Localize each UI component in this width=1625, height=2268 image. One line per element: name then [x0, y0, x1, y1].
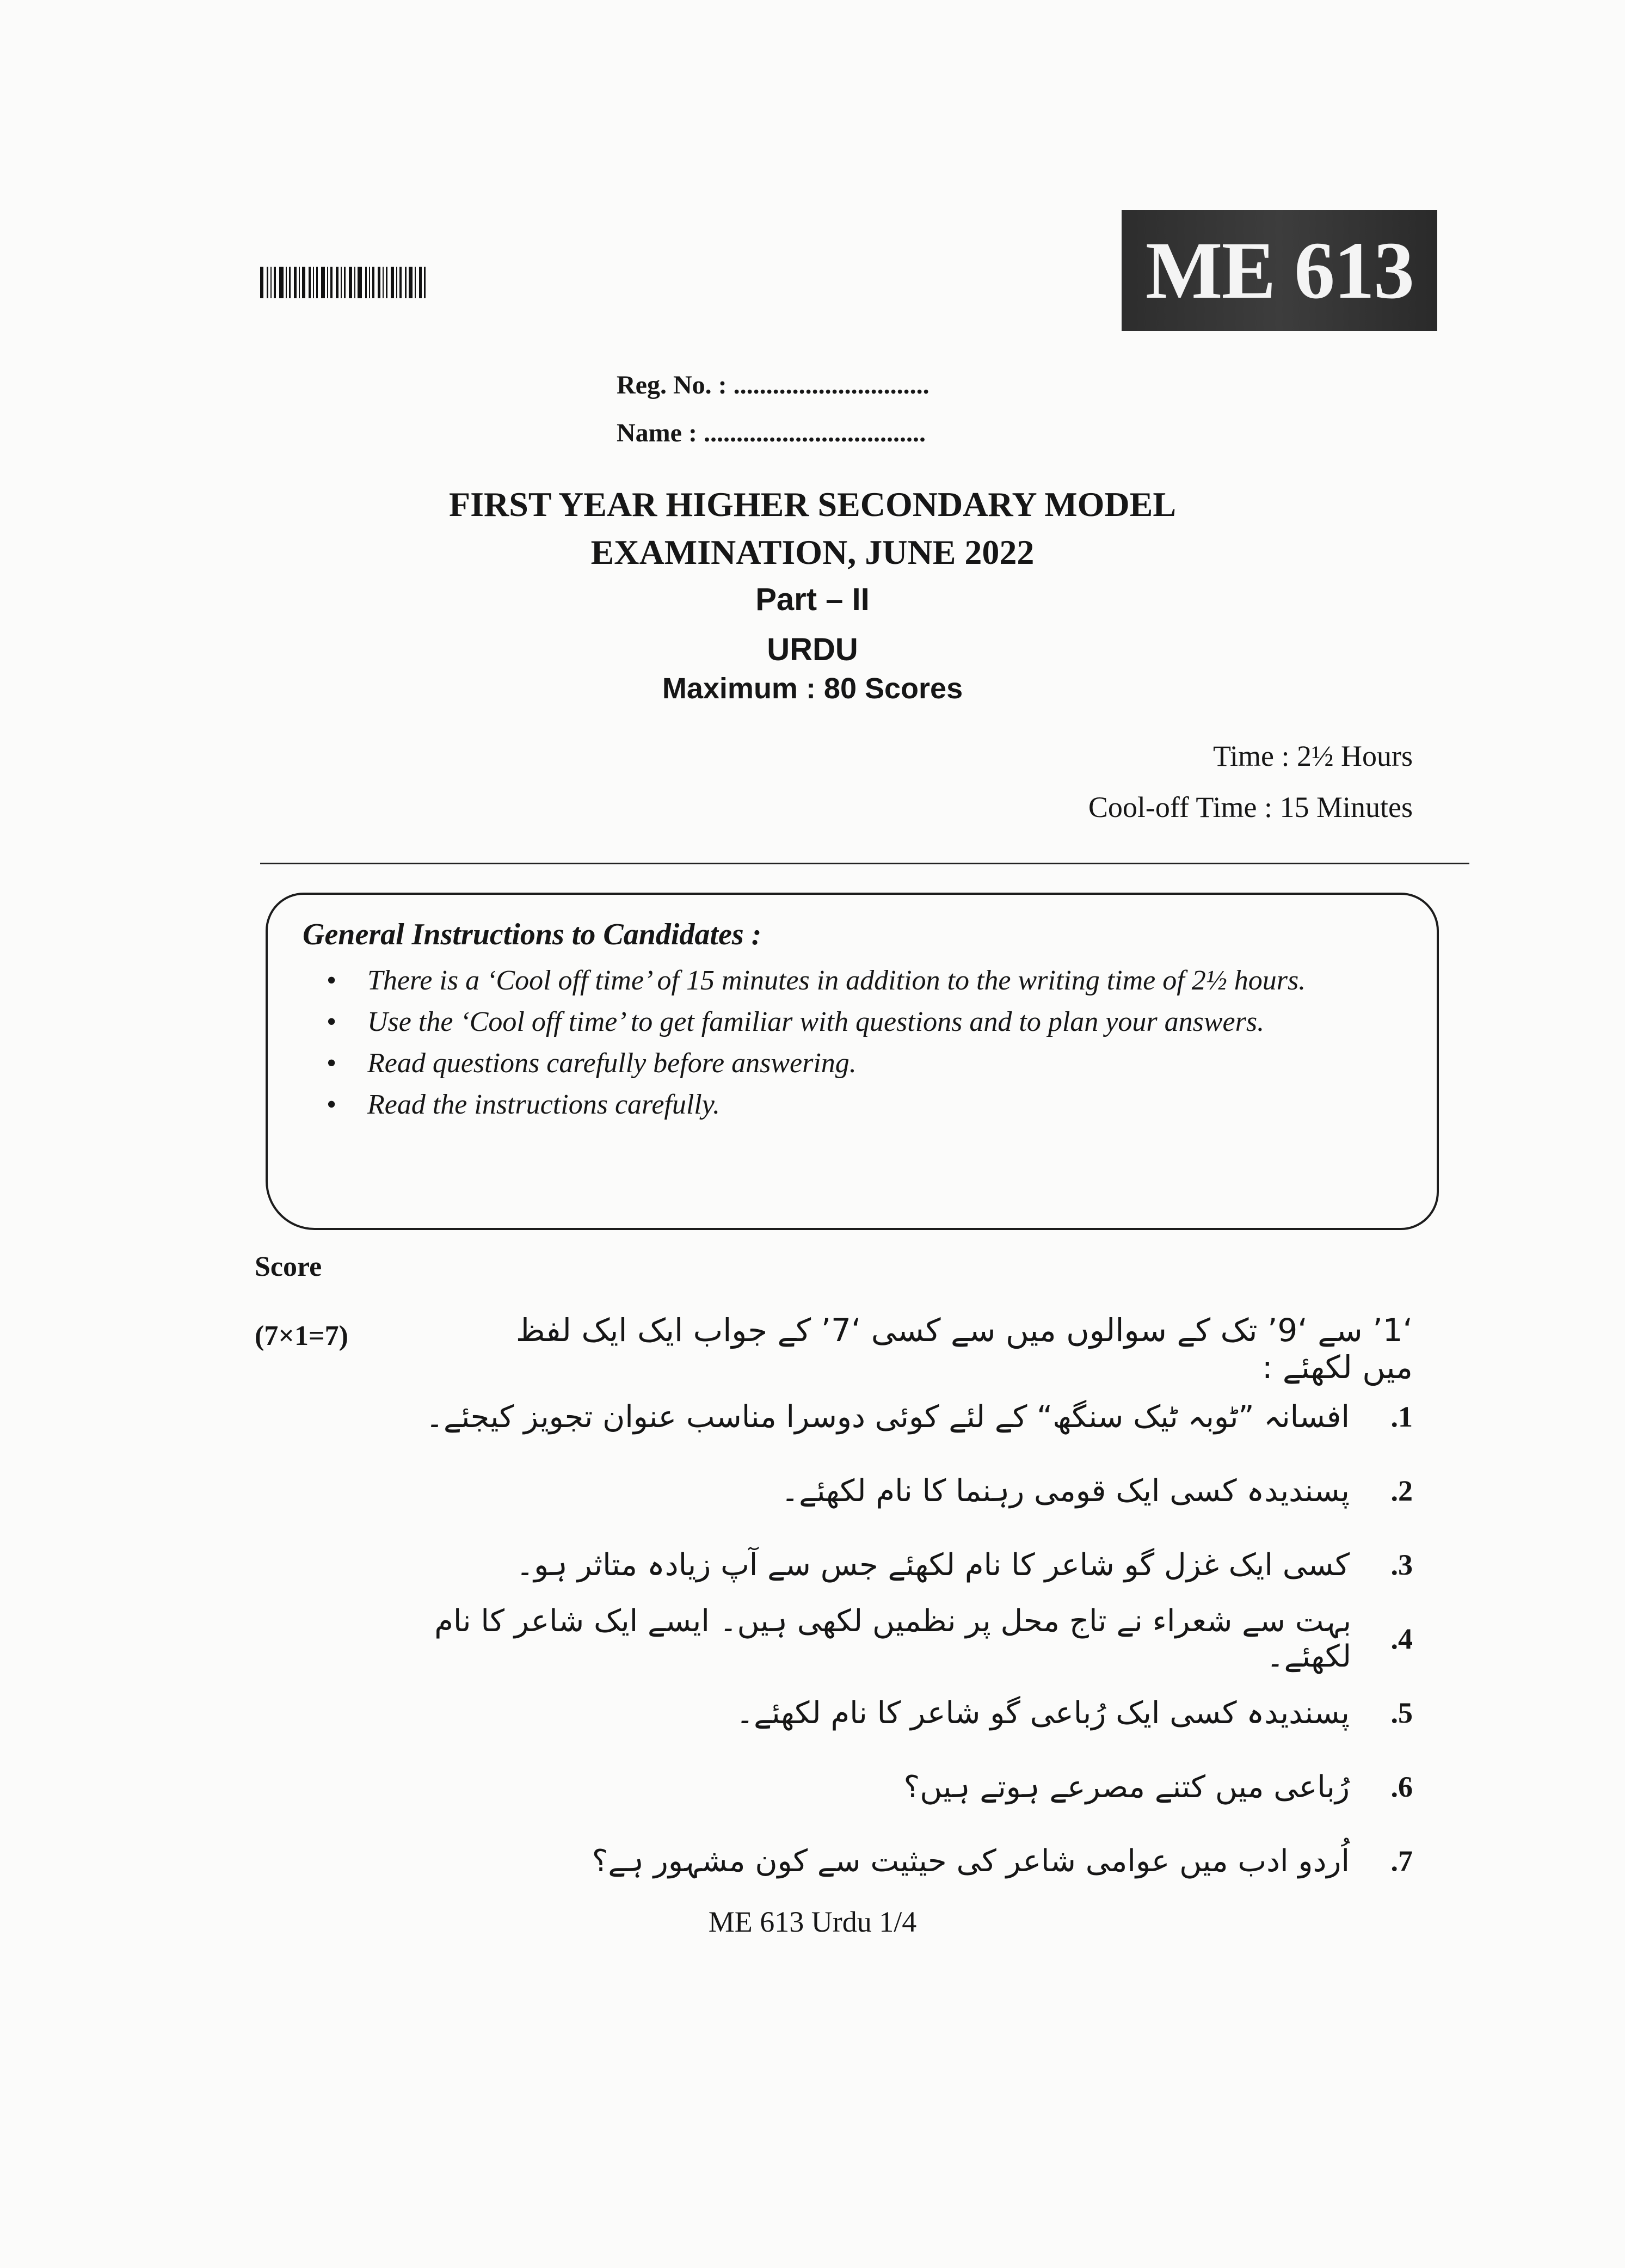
instruction-item	[327, 1049, 1393, 1078]
question-item	[379, 1750, 1413, 1824]
question-text: اُردو ادب میں عوامی شاعر کی حیثیت سے کون مشہور ہے؟	[592, 1843, 1350, 1879]
question-number: .4	[1390, 1622, 1413, 1655]
instruction-text: Read questions carefully before answering.	[367, 1048, 857, 1079]
question-text: پسندیدہ کسی ایک قومی رہنما کا نام لکھئے۔	[781, 1473, 1350, 1509]
barcode-stripe	[365, 267, 367, 298]
barcode-stripe	[372, 267, 374, 298]
barcode-stripe	[279, 267, 284, 298]
barcode-stripe	[354, 267, 355, 298]
barcode-stripe	[378, 267, 380, 298]
barcode-stripe	[260, 267, 263, 298]
question-number: .3	[1390, 1548, 1413, 1581]
section-instruction: ‘1’ سے ‘9’ تک کے سوالوں میں سے کسی ‘7’ کے جواب ایک ایک لفظ میں لکھئے :	[515, 1312, 1413, 1386]
barcode-stripe	[289, 267, 291, 298]
barcode-stripe	[270, 267, 272, 298]
barcode-stripe	[424, 267, 426, 298]
page-footer: ME 613 Urdu 1/4	[708, 1906, 917, 1938]
barcode-stripe	[399, 267, 402, 298]
time-label: Time : 2½ Hours	[1212, 740, 1413, 772]
question-text: افسانہ ”ٹوبہ ٹیک سنگھ“ کے لئے کوئی دوسرا مناسب عنوان تجویز کیجئے۔	[426, 1399, 1350, 1435]
question-text: بہت سے شعراء نے تاج محل پر نظمیں لکھی ہیں۔ ایسے ایک شاعر کا نام لکھئے۔	[434, 1603, 1352, 1674]
barcode-stripe	[299, 267, 300, 298]
barcode-stripe	[336, 267, 338, 298]
barcode-stripe	[341, 267, 342, 298]
question-text: رُباعی میں کتنے مصرعے ہوتے ہیں؟	[903, 1769, 1350, 1805]
exam-title-line1: FIRST YEAR HIGHER SECONDARY MODEL	[449, 485, 1176, 524]
subject-label: URDU	[767, 632, 858, 667]
instructions-heading: General Instructions to Candidates :	[303, 918, 762, 951]
barcode-stripe	[344, 267, 346, 298]
barcode-stripe	[274, 267, 276, 298]
barcode-stripe	[302, 267, 305, 298]
barcode-stripe	[309, 267, 311, 298]
score-label: Score	[255, 1251, 322, 1282]
part-label: Part – II	[755, 582, 870, 617]
instruction-item	[327, 1090, 1393, 1120]
barcode-stripe	[327, 267, 328, 298]
barcode-stripe	[316, 267, 318, 298]
barcode	[260, 267, 465, 298]
bullet-icon: •	[327, 1006, 337, 1037]
question-text: پسندیدہ کسی ایک رُباعی گو شاعر کا نام لکھئے۔	[736, 1695, 1350, 1731]
marks-label: (7×1=7)	[255, 1320, 348, 1351]
paper-code-badge: ME 613	[1122, 210, 1437, 331]
barcode-stripe	[396, 267, 397, 298]
barcode-stripe	[386, 267, 387, 298]
barcode-stripe	[330, 267, 333, 298]
question-text: کسی ایک غزل گو شاعر کا نام لکھئے جس سے آپ زیادہ متاثر ہو۔	[516, 1547, 1350, 1583]
instructions-list	[327, 966, 1393, 1132]
question-number: .2	[1390, 1474, 1413, 1507]
instruction-item	[327, 966, 1393, 995]
divider	[260, 863, 1469, 864]
barcode-stripe	[294, 267, 297, 298]
name-field: Name : ..................................	[617, 419, 926, 447]
bullet-icon: •	[327, 1048, 337, 1079]
maximum-score: Maximum : 80 Scores	[662, 672, 963, 705]
question-number: .1	[1390, 1400, 1413, 1433]
barcode-stripe	[405, 267, 407, 298]
instruction-text: Use the ‘Cool off time’ to get familiar with questions and to plan your answers.	[367, 1006, 1265, 1037]
barcode-stripe	[369, 267, 370, 298]
question-list	[379, 1380, 1413, 1898]
barcode-stripe	[383, 267, 384, 298]
question-item	[379, 1454, 1413, 1528]
barcode-stripe	[286, 267, 287, 298]
instruction-text: There is a ‘Cool off time’ of 15 minutes in addition to the writing time of 2½ hours.	[367, 965, 1306, 996]
question-number: .5	[1390, 1697, 1413, 1729]
barcode-stripe	[391, 267, 394, 298]
question-item	[379, 1824, 1413, 1898]
barcode-stripe	[313, 267, 314, 298]
question-item	[379, 1602, 1413, 1676]
bullet-icon: •	[327, 1089, 337, 1120]
exam-title-line2: EXAMINATION, JUNE 2022	[590, 533, 1035, 571]
barcode-stripe	[349, 267, 352, 298]
barcode-stripe	[409, 267, 413, 298]
barcode-stripe	[419, 267, 422, 298]
barcode-stripe	[267, 267, 268, 298]
question-item	[379, 1528, 1413, 1602]
question-number: .7	[1390, 1845, 1413, 1877]
reg-no-field: Reg. No. : ..............................	[617, 371, 930, 399]
cool-off-label: Cool-off Time : 15 Minutes	[1088, 791, 1413, 823]
question-item	[379, 1676, 1413, 1750]
question-item	[379, 1380, 1413, 1454]
question-number: .6	[1390, 1771, 1413, 1803]
bullet-icon: •	[327, 965, 337, 996]
instruction-text: Read the instructions carefully.	[367, 1089, 720, 1120]
instruction-item	[327, 1007, 1393, 1037]
barcode-stripe	[415, 267, 416, 298]
barcode-stripe	[358, 267, 362, 298]
barcode-stripe	[321, 267, 325, 298]
